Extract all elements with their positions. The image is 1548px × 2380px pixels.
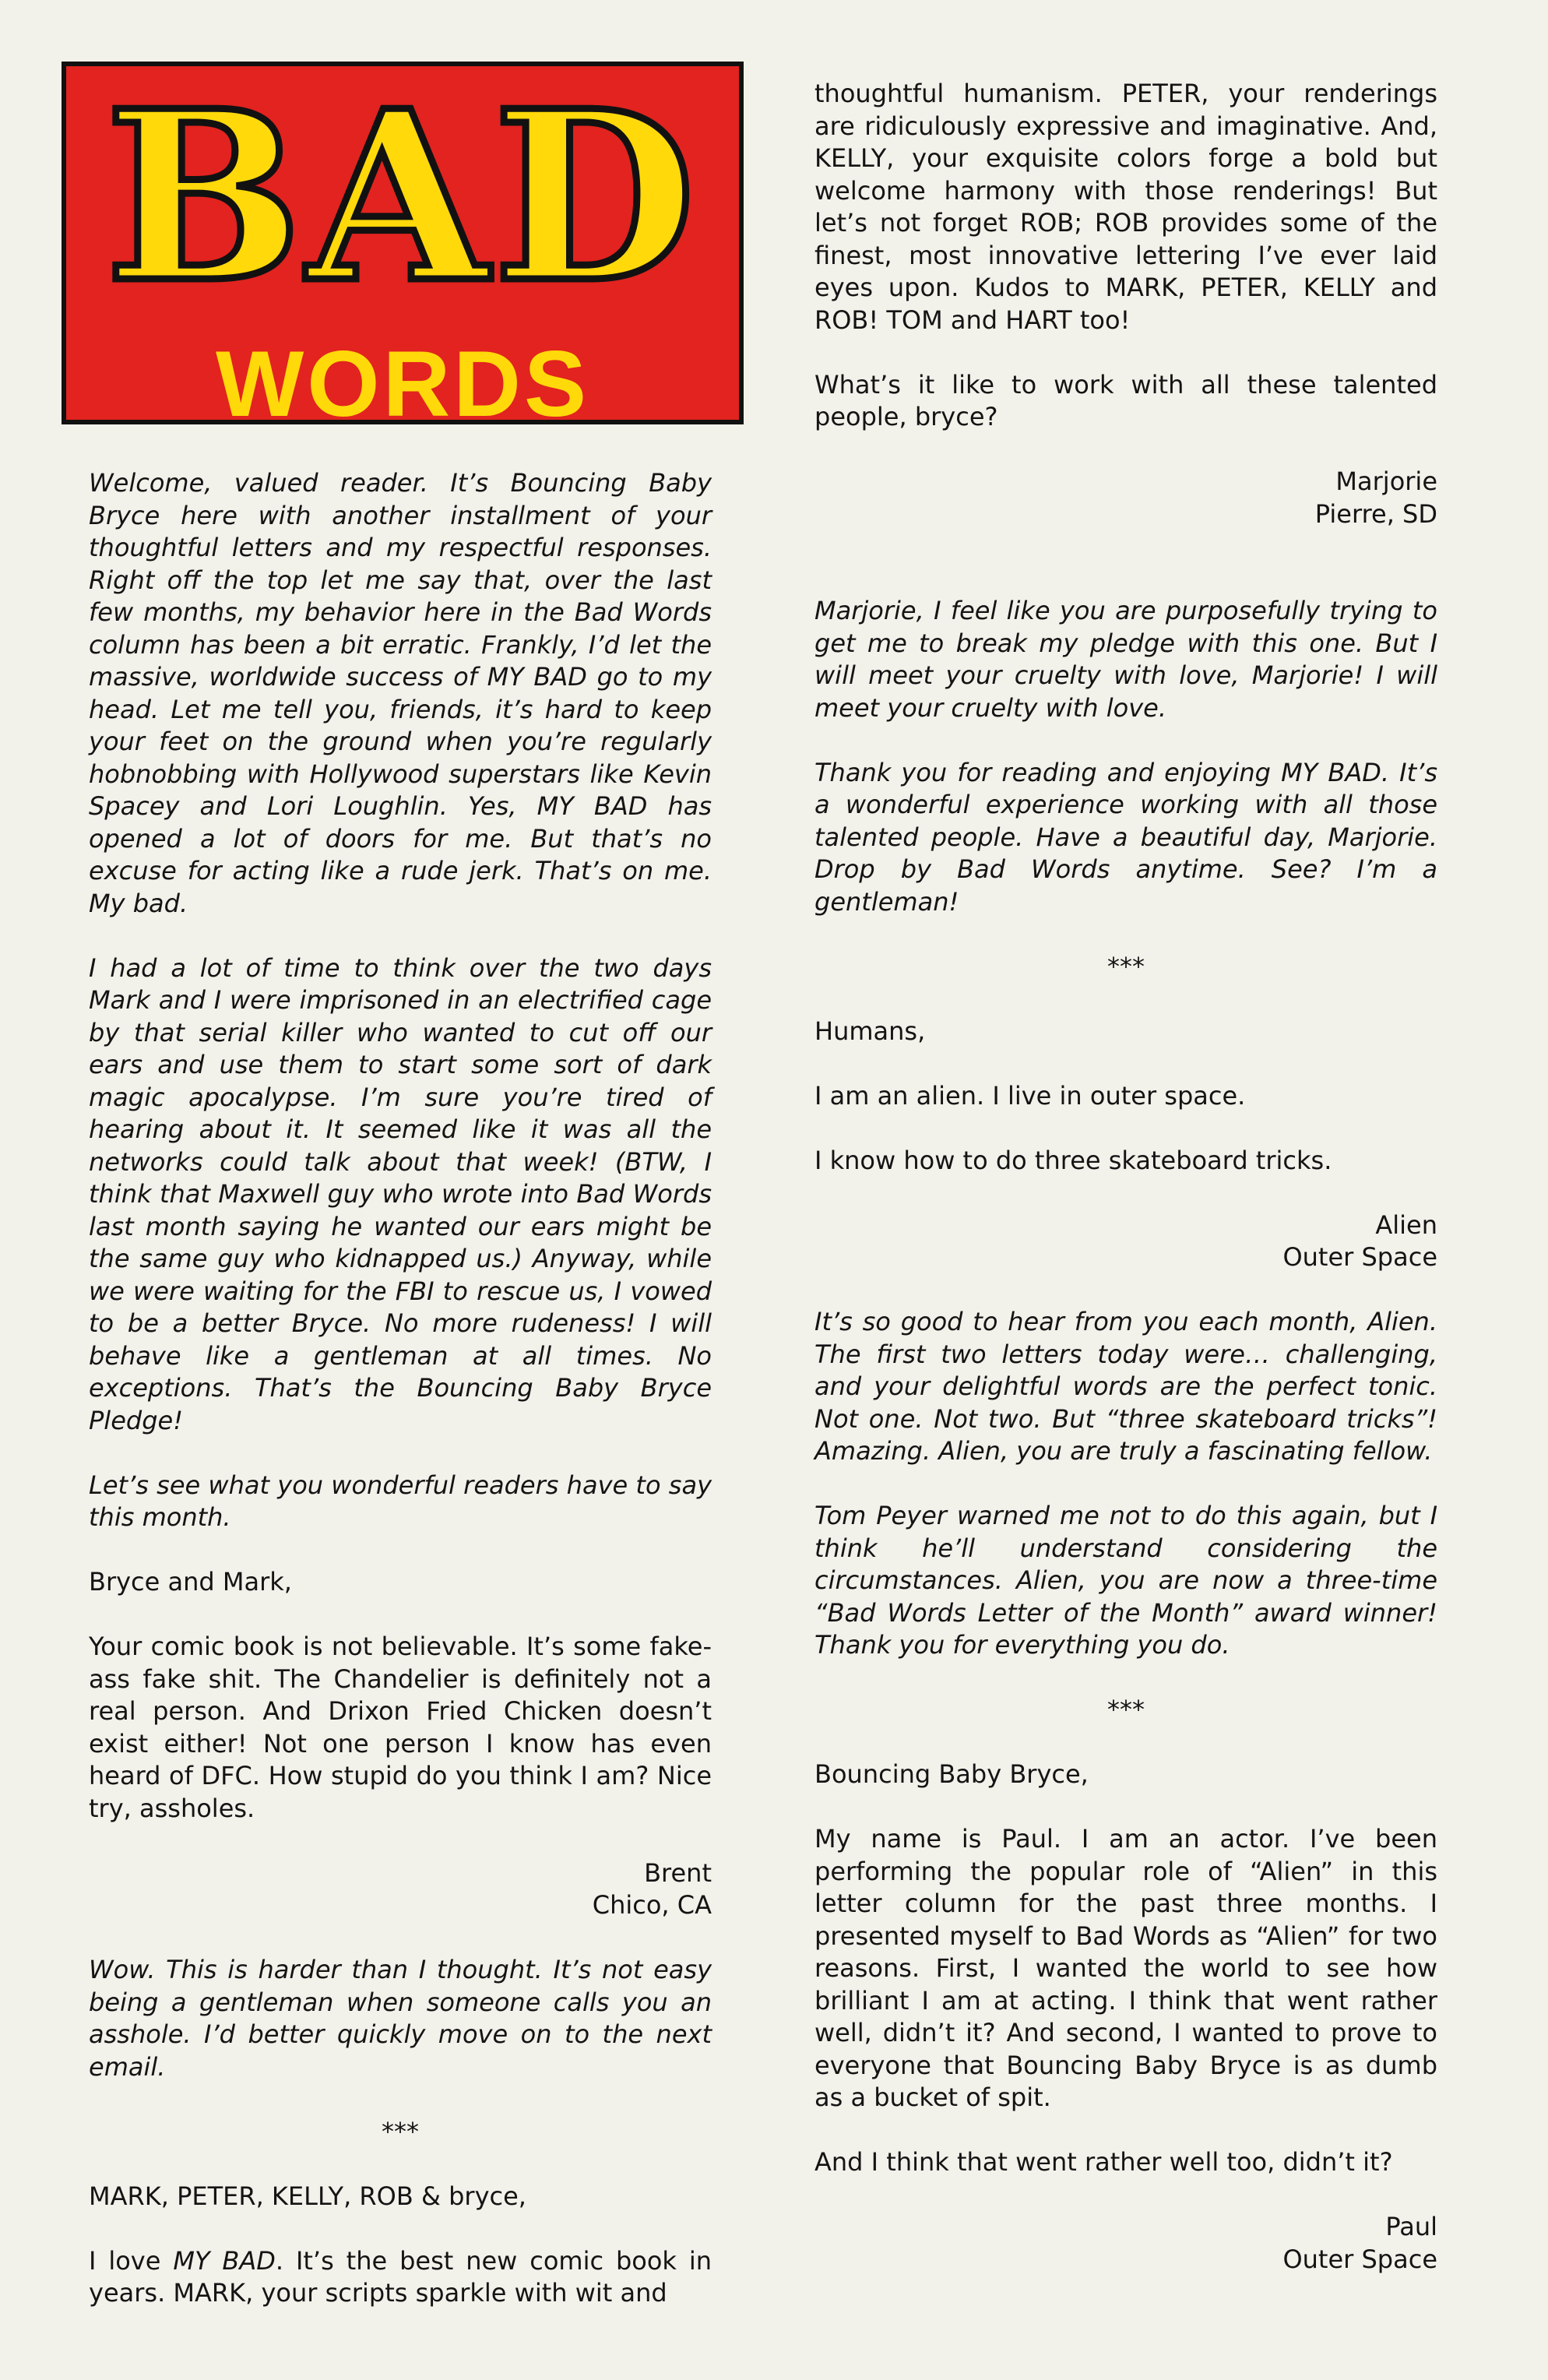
intro-paragraph-2: I had a lot of time to think over the two days Mark and I were imprisoned in an electrified cage by that serial killer who wanted to cut off our ears and use them to start some sort of dark magic apocalypse. I’m sure you’re tired of hearing about it. It seemed like it was all the networks could talk about that week! (BTW, I think that Maxwell guy who wrote into Bad Words last month saying he wanted our ears might be the same guy who kidnapped us.) Anyway, while we were waiting for the FBI to rescue us, I vowed to be a better Bryce. No more rudeness! I will behave like a gentleman at all times. No exceptions. That’s the Bouncing Baby Bryce Pledge! <box>89 952 712 1435</box>
bad-words-logo <box>62 59 744 436</box>
letter-signature-location: Outer Space <box>1282 2244 1437 2274</box>
letter-signature-name: Brent <box>644 1857 712 1888</box>
section-divider: *** <box>1107 951 1145 981</box>
left-column <box>89 467 712 2342</box>
letter-signature-name: Alien <box>1375 1209 1437 1240</box>
letter-signature-location: Outer Space <box>1282 1242 1437 1272</box>
letter-body-text: . It’s the best new comic book in years. MARK, your scripts sparkle with wit and <box>89 2245 712 2308</box>
response-paragraph: It’s so good to hear from you each month, Alien. The first two letters today were… challenging, and your delightful words are the perfect tonic. Not one. Not two. But “three skateboard tricks”! Amazing. Alien, you are truly a fascinating fellow. <box>814 1307 1437 1466</box>
response-paragraph: Thank you for reading and enjoying MY BAD. It’s a wonderful experience working with all those talented people. Have a beautiful day, Marjorie. Drop by Bad Words anytime. See? I’m a gentleman! <box>814 757 1437 917</box>
intro-paragraph-3: Let’s see what you wonderful readers have to say this month. <box>89 1470 712 1532</box>
letter-signature-name: Marjorie <box>1335 466 1437 496</box>
logo-subtitle-words: WORDS <box>216 332 589 436</box>
letter-body-text: I love <box>89 2245 174 2276</box>
section-divider: *** <box>382 2116 419 2146</box>
letter-salutation: Bryce and Mark, <box>89 1567 292 1597</box>
letter-salutation: MARK, PETER, KELLY, ROB & bryce, <box>89 2181 526 2211</box>
letter-body: I know how to do three skateboard tricks. <box>814 1145 1332 1175</box>
response-paragraph: Tom Peyer warned me not to do this again, but I think he’ll understand considering the circumstances. Alien, you are now a three-time “Bad Words Letter of the Month” award winner! Thank you for everything you do. <box>814 1501 1437 1660</box>
letter-body: I am an alien. I live in outer space. <box>814 1080 1246 1111</box>
letter-body <box>89 2245 712 2310</box>
intro-paragraph-1: Welcome, valued reader. It’s Bouncing Baby Bryce here with another installment of your thoughtful letters and my respectful responses. Right off the top let me say that, over the last few months, my behavior here in the Bad Words column has been a bit erratic. Frankly, I’d let the massive, worldwide success of MY BAD go to my head. Let me tell you, friends, it’s hard to keep your feet on the ground when you’re regularly hobnobbing with Hollywood superstars like Kevin Spacey and Lori Loughlin. Yes, MY BAD has opened a lot of doors for me. But that’s no excuse for acting like a rude jerk. That’s on me. My bad. <box>89 468 712 918</box>
letter-body: My name is Paul. I am an actor. I’ve been performing the popular role of “Alien” in this letter column for the past three months. I presented myself to Bad Words as “Alien” for two reasons. First, I wanted the world to see how brilliant I am at acting. I think that went rather well, didn’t it? And second, I wanted to prove to everyone that Bouncing Baby Bryce is as dumb as a bucket of spit. <box>814 1824 1437 2112</box>
letter-signature-location: Chico, CA <box>592 1890 712 1920</box>
letter-salutation: Humans, <box>814 1016 926 1046</box>
letter-signature-location: Pierre, SD <box>1314 498 1437 529</box>
letter-salutation: Bouncing Baby Bryce, <box>814 1759 1089 1789</box>
logo-title-bad: BAD <box>104 59 701 334</box>
letter-body: And I think that went rather well too, didn’t it? <box>814 2147 1393 2177</box>
letter-body: thoughtful humanism. PETER, your renderings are ridiculously expressive and imaginative. And, KELLY, your exquisite colors forge a bold but welcome harmony with those renderings! But let’s not forget ROB; ROB provides some of the finest, most innovative lettering I’ve ever laid eyes upon. Kudos to MARK, PETER, KELLY and ROB! TOM and HART too! <box>814 79 1437 335</box>
response-paragraph: Marjorie, I feel like you are purposefully trying to get me to break my pledge with this one. But I will meet your cruelty with love, Marjorie! I will meet your cruelty with love. <box>814 596 1437 723</box>
letter-body: What’s it like to work with all these talented people, bryce? <box>814 369 1437 431</box>
letter-signature-name: Paul <box>1385 2212 1437 2241</box>
right-column <box>814 78 1437 2276</box>
response-paragraph: Wow. This is harder than I thought. It’s not easy being a gentleman when someone calls you an asshole. I’d better quickly move on to the next email. <box>89 1955 712 2082</box>
letter-body: Your comic book is not believable. It’s some fake-ass fake shit. The Chandelier is definitely not a real person. And Drixon Fried Chicken doesn’t exist either! Not one person I know has even heard of DFC. How stupid do you think I am? Nice try, assholes. <box>89 1632 712 1823</box>
letter-body-title: MY BAD <box>173 2245 276 2276</box>
section-divider: *** <box>1107 1695 1145 1724</box>
